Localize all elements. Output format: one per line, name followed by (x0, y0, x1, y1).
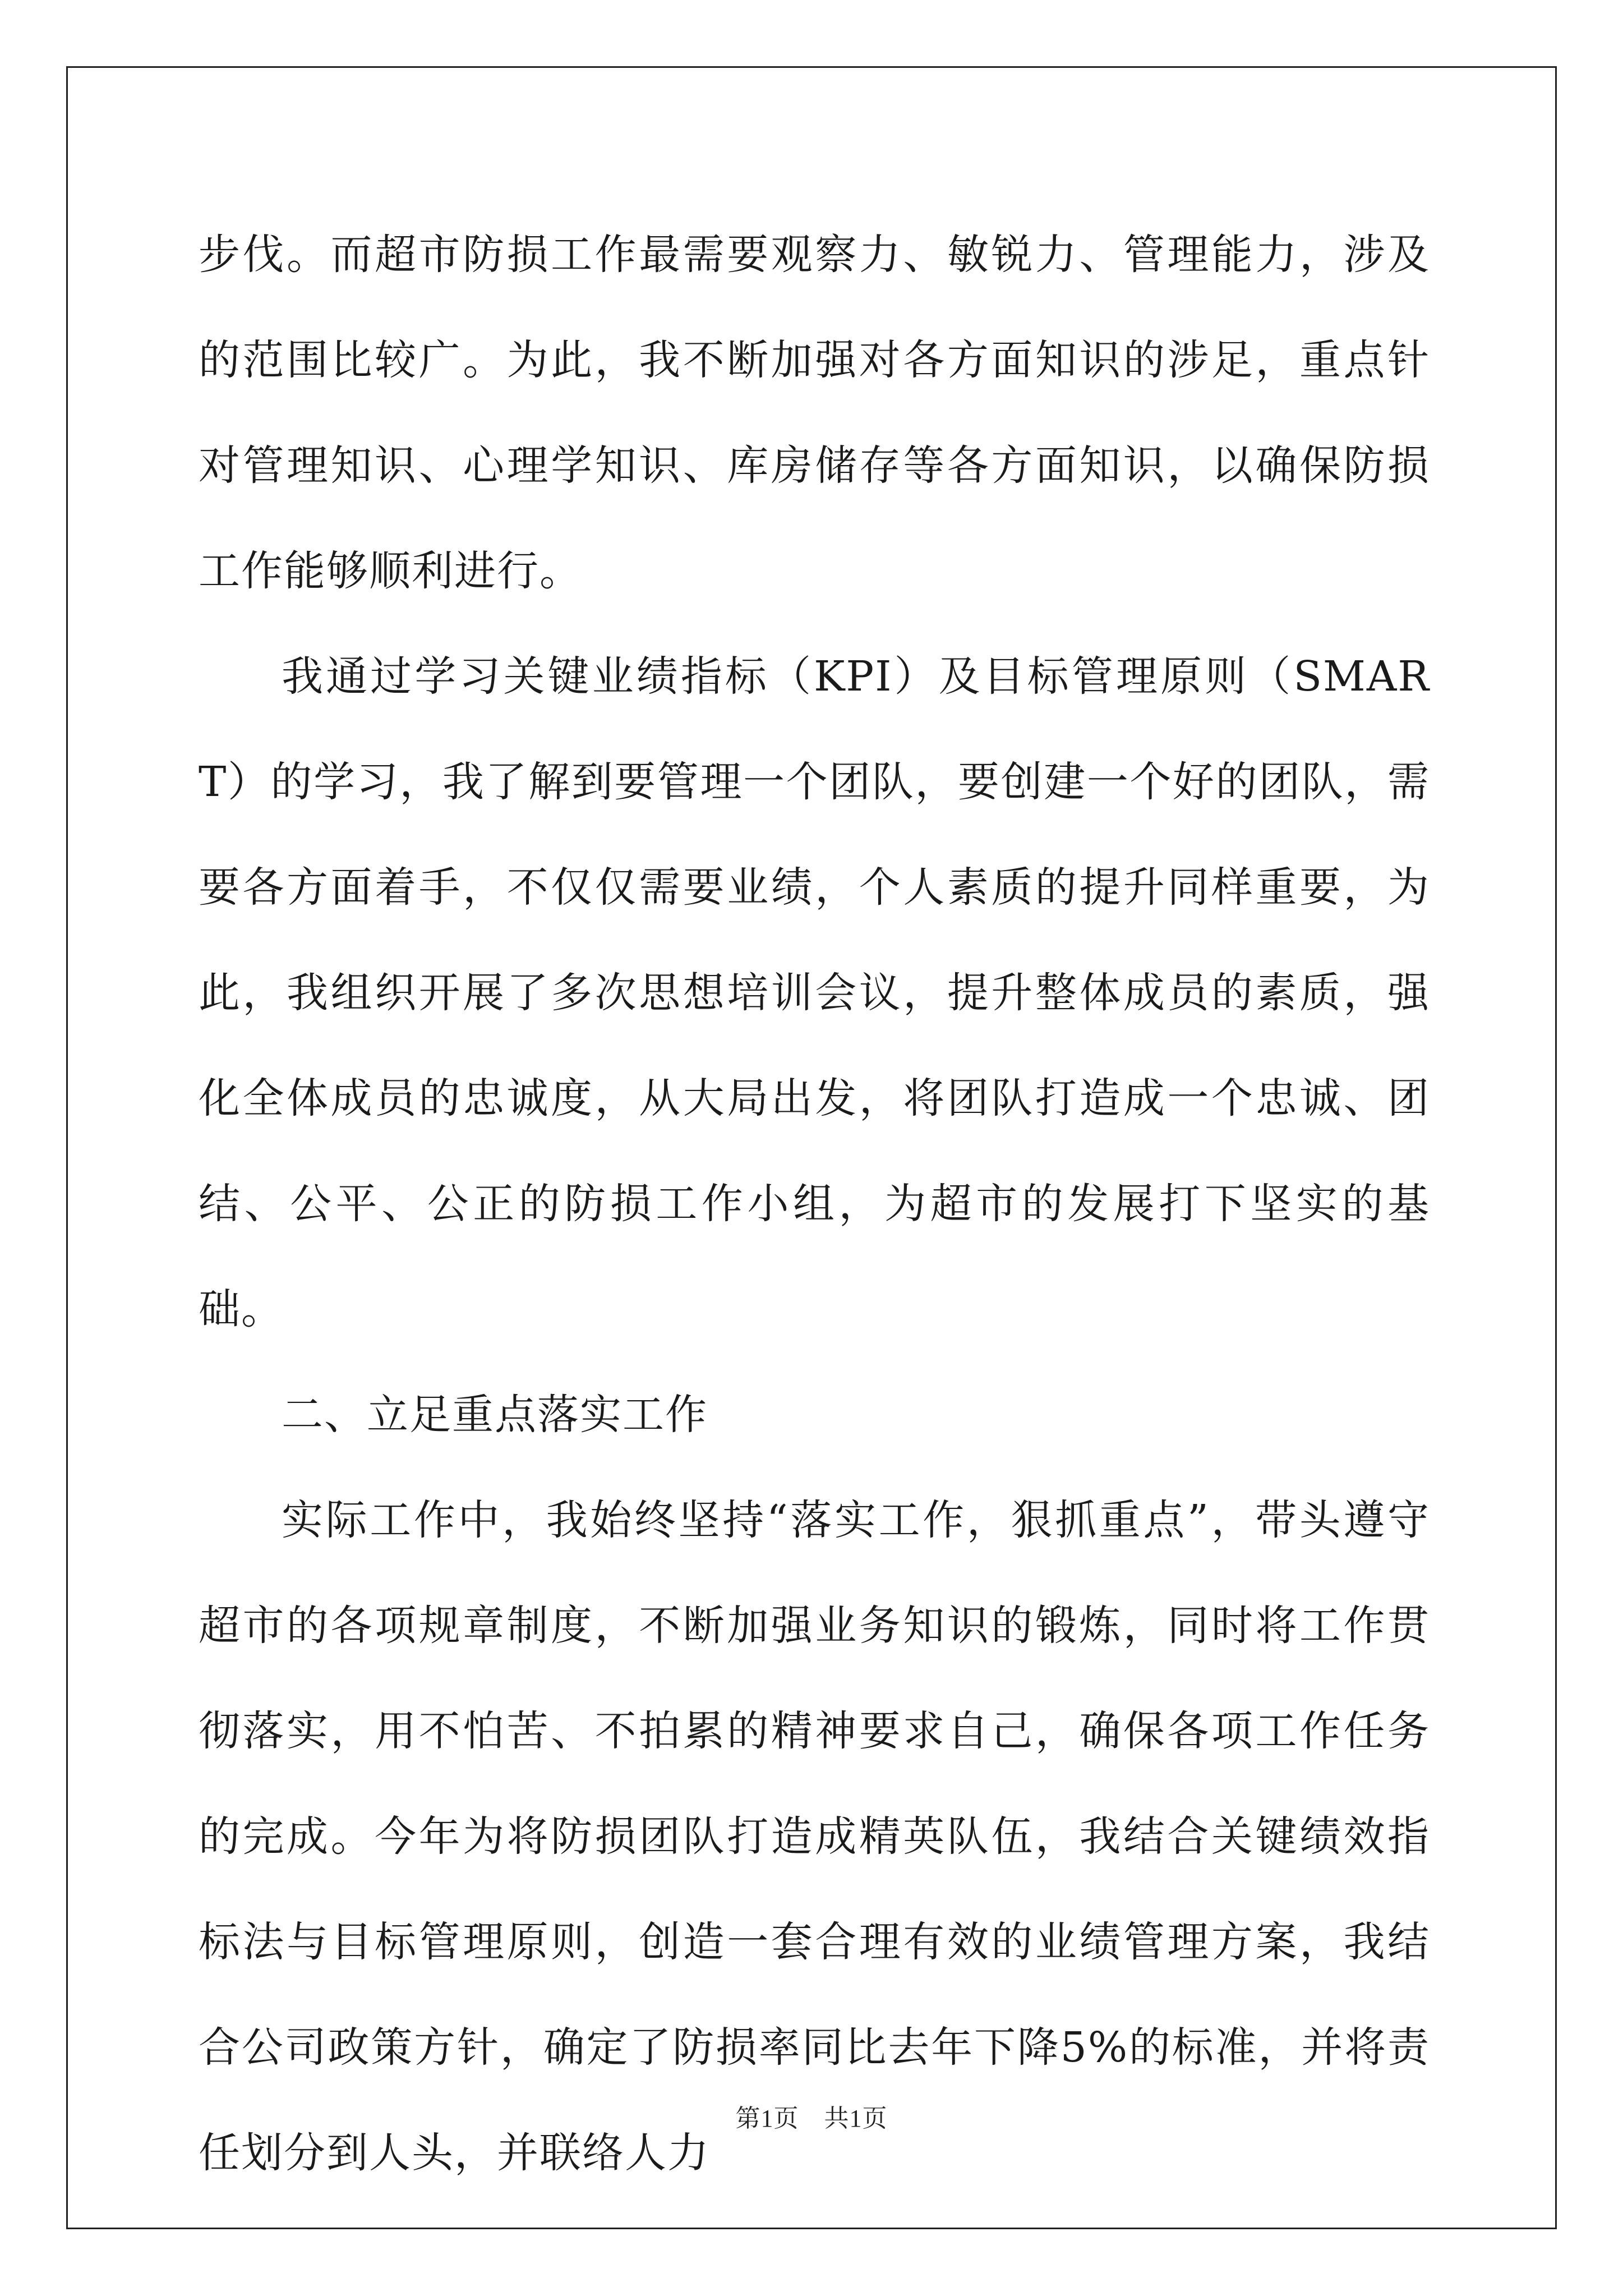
paragraph-continuation: 步伐。而超市防损工作最需要观察力、敏锐力、管理能力，涉及的范围比较广。为此，我不断加强对各方面知识的涉足，重点针对管理知识、心理学知识、库房储存等各方面知识，以确保防损工作能够顺利进行。 (199, 231, 1430, 595)
document-body (199, 202, 1430, 2206)
page-footer: 第1页 共1页 (735, 2105, 888, 2132)
paragraph-kpi-smart: 我通过学习关键业绩指标（KPI）及目标管理原则（SMART）的学习，我了解到要管理一个团队，要创建一个好的团队，需要各方面着手，不仅仅需要业绩，个人素质的提升同样重要，为此，我组织开展了多次思想培训会议，提升整体成员的素质，强化全体成员的忠诚度，从大局出发，将团队打造成一个忠诚、团结、公平、公正的防损工作小组，为超市的发展打下坚实的基础。 (199, 652, 1430, 1333)
section-heading: 二、立足重点落实工作 (282, 1391, 708, 1439)
paragraph-practical-work: 实际工作中，我始终坚持“落实工作，狠抓重点”，带头遵守超市的各项规章制度，不断加强业务知识的锻炼，同时将工作贯彻落实，用不怕苦、不拍累的精神要求自己，确保各项工作任务的完成。今年为将防损团队打造成精英队伍，我结合关键绩效指标法与目标管理原则，创造一套合理有效的业绩管理方案，我结合公司政策方针，确定了防损率同比去年下降5%的标准，并将责任划分到人头，并联络人力 (199, 1496, 1430, 2177)
